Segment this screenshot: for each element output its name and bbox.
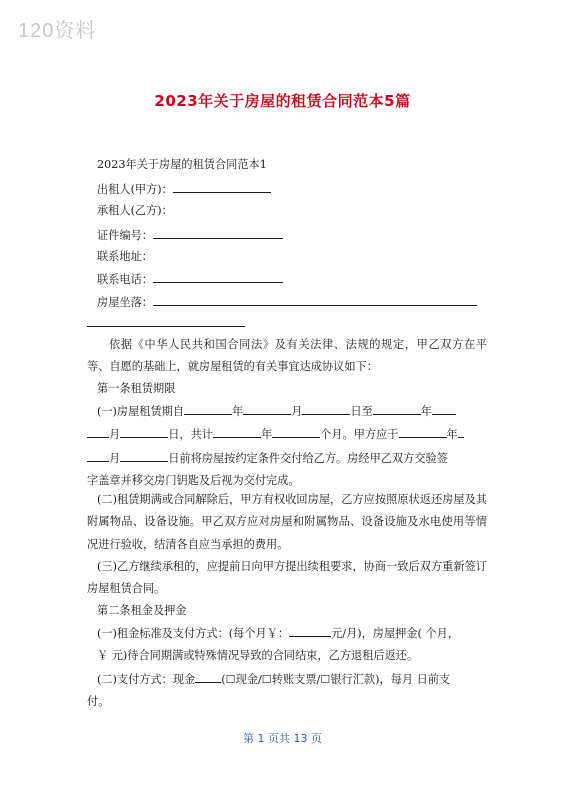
address-label: 联系地址： [97, 250, 153, 263]
article-2-heading: 第二条租金及押金 [97, 604, 187, 617]
phone-blank [153, 268, 283, 283]
article-1-heading: 第一条租赁期限 [97, 382, 176, 395]
id-label: 证件编号： [97, 229, 153, 242]
article-1-return: (二)租赁期满或合同解除后，甲方有权收回房屋，乙方应按照原状返还房屋及其附属物品、设备设施。甲乙双方应对房屋和附属物品、设备设施及水电使用等情况进行验收，结清各自应当承担的费用。 [87, 493, 487, 551]
lessor-label: 出租人(甲方)： [97, 183, 173, 196]
location-label: 房屋坐落： [97, 296, 153, 309]
lessee-label: 承租人(乙方)： [97, 204, 173, 217]
id-blank [153, 224, 283, 239]
intro-paragraph: 依据《中华人民共和国合同法》及有关法律、法规的规定，甲乙双方在平等、自愿的基础上，就房屋租赁的有关事宜达成协议如下： [87, 338, 487, 374]
lessee-line [97, 200, 173, 222]
article-1-renewal: (三)乙方继续承租的，应提前日向甲方提出续租要求，协商一致后双方重新签订房屋租赁合同。 [87, 560, 487, 596]
phone-line [97, 268, 283, 291]
id-line [97, 224, 283, 247]
location-blank-continuation [87, 326, 245, 327]
address-line [97, 246, 153, 268]
article-2-rent: (一)租金标准及支付方式：(每个月￥： 元/月)，房屋押金( 个月， ￥ 元)待合同期满或特殊情况导致的合同结束，乙方退租后返还。 (二)支付方式：现金 (☐现金/☐转账支票/☐银行汇款)，每月 日前支 付。 [87, 622, 487, 713]
doc-heading: 2023年关于房屋的租赁合同范本1 [97, 158, 267, 171]
phone-label: 联系电话： [97, 273, 153, 286]
article-1-term: (一)房屋租赁期自 年 月 日至 年 月 日，共计 年 个月。甲方应于 年 月 日前将房屋按约定条件交付给乙方。房经甲乙双方交验签 字盖章并移交房门钥匙及后视为交付完成。 [87, 400, 487, 492]
location-line [97, 291, 477, 314]
lessor-blank [173, 178, 271, 193]
lessor-line [97, 178, 271, 201]
page-title: 2023年关于房屋的租赁合同范本5篇 [154, 92, 411, 110]
page-footer: 第 1 页共 13 页 [243, 732, 322, 745]
location-blank [153, 291, 477, 306]
watermark: 120资料 [18, 20, 97, 42]
